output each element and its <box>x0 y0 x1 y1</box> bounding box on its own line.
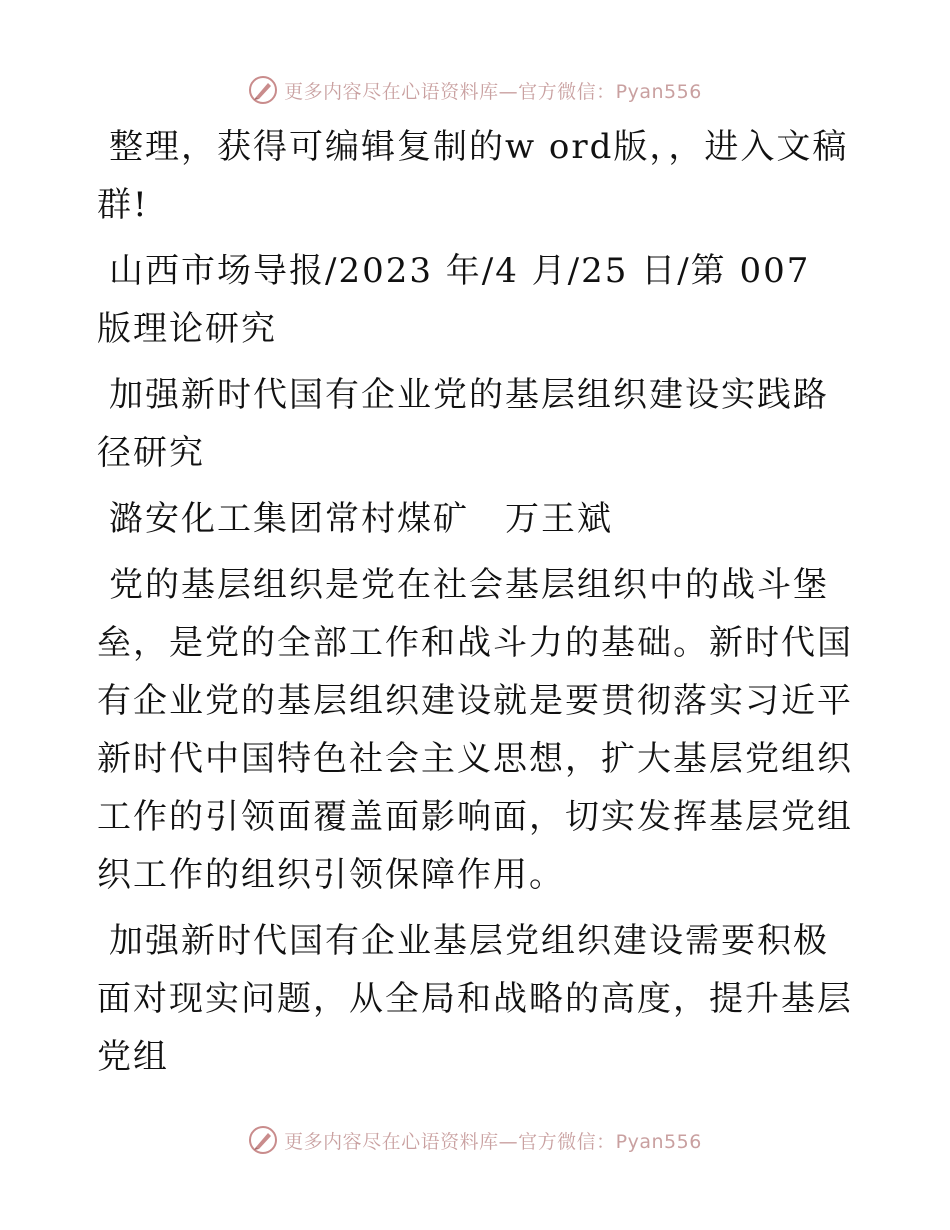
header-watermark-text: 更多内容尽在心语资料库—官方微信：Pyan556 <box>284 80 702 103</box>
article-title: 加强新时代国有企业党的基层组织建设实践路径研究 <box>97 375 829 473</box>
document-body <box>97 118 857 1094</box>
body-paragraph-2: 加强新时代国有企业基层党组织建设需要积极面对现实问题，从全局和战略的高度，提升基层党组 <box>97 921 853 1077</box>
pen-logo-icon <box>248 75 278 105</box>
author-line: 潞安化工集团常村煤矿 万王斌 <box>109 499 613 539</box>
source-line: 山西市场导报/2023 年/4 月/25 日/第 007 版理论研究 <box>97 251 811 349</box>
body-paragraph-1: 党的基层组织是党在社会基层组织中的战斗堡垒，是党的全部工作和战斗力的基础。新时代国有企业党的基层组织建设就是要贯彻落实习近平新时代中国特色社会主义思想，扩大基层党组织工作的引领面覆盖面影响面，切实发挥基层党组织工作的组织引领保障作用。 <box>97 565 853 895</box>
footer-watermark-text: 更多内容尽在心语资料库—官方微信：Pyan556 <box>284 1130 702 1153</box>
intro-note: 整理，获得可编辑复制的w ord版，，进入文稿群! <box>97 127 849 225</box>
pen-logo-icon <box>248 1125 278 1155</box>
header-watermark-banner <box>0 70 950 110</box>
footer-watermark-banner <box>0 1120 950 1160</box>
